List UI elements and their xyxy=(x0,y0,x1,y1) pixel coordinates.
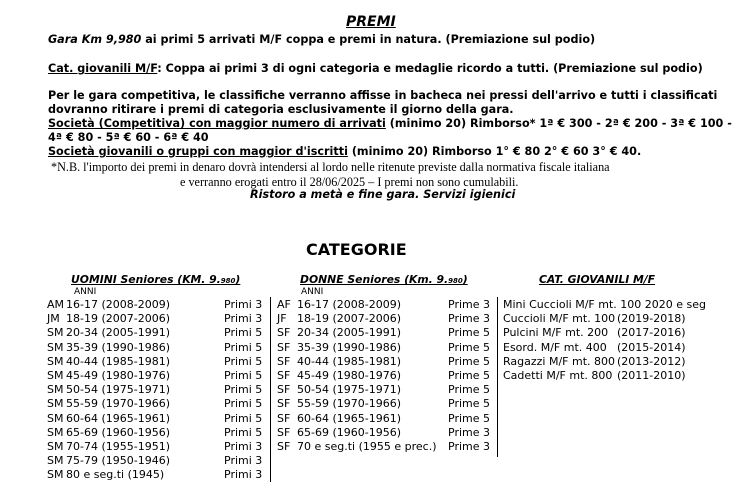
uomini-row xyxy=(47,426,269,440)
uomini-row xyxy=(47,369,269,383)
category-prize: Prime 3 xyxy=(448,312,490,326)
category-years: 70 e seg.ti (1955 e prec.) xyxy=(297,440,437,453)
societa-text-1: (minimo 20) Rimborso* 1ª € 300 - 2ª € 200 - 3ª € 100 - xyxy=(385,117,732,130)
category-code: SM xyxy=(47,411,64,425)
category-code: SM xyxy=(47,454,64,468)
societa-line-2: 4ª € 80 - 5ª € 60 - 6ª € 40 xyxy=(48,131,209,144)
uomini-row xyxy=(47,312,269,326)
donne-row xyxy=(277,326,495,340)
donne-row xyxy=(277,312,495,326)
category-years: (2013-2012) xyxy=(617,354,686,368)
giovanili-premi-line xyxy=(48,62,703,75)
gara-label: Gara Km 9,980 xyxy=(48,33,142,46)
uomini-row xyxy=(47,341,269,355)
uomini-row xyxy=(47,383,269,397)
category-code: SF xyxy=(277,369,291,382)
category-prize: Prime 5 xyxy=(448,369,490,382)
gara-text: ai primi 5 arrivati M/F coppa e premi in natura. (Premiazione sul podio) xyxy=(141,33,596,46)
category-code: AF xyxy=(277,298,291,311)
category-code: AM xyxy=(47,298,65,311)
category-prize: Prime 3 xyxy=(448,298,490,311)
uomini-row xyxy=(47,298,269,312)
category-prize: Primi 5 xyxy=(224,326,263,340)
category-code: SF xyxy=(277,354,291,368)
categorie-title: CATEGORIE xyxy=(306,240,407,259)
category-years: 16-17 (2008-2009) xyxy=(66,298,171,311)
category-prize: Prime 5 xyxy=(448,397,490,411)
donne-row xyxy=(277,369,495,383)
uomini-row xyxy=(47,468,269,482)
uomini-divider xyxy=(270,297,271,482)
category-years: 60-64 (1965-1961) xyxy=(66,411,171,425)
category-code: SM xyxy=(47,397,64,411)
donne-row xyxy=(277,355,495,369)
giovanili-row xyxy=(503,369,728,383)
category-years: 16-17 (2008-2009) xyxy=(297,298,402,311)
category-years: 45-49 (1980-1976) xyxy=(66,369,171,382)
giovani-text: (minimo 20) Rimborso 1° € 80 2° € 60 3° € 40. xyxy=(347,145,642,158)
category-name: Ragazzi M/F mt. 800 xyxy=(503,354,616,368)
category-years: 65-69 (1960-1956) xyxy=(297,425,402,439)
competitive-line-2: dovranno ritirare i premi di categoria esclusivamente il giorno della gara. xyxy=(48,103,514,116)
category-code: SF xyxy=(277,340,291,354)
donne-row xyxy=(277,383,495,397)
donne-row xyxy=(277,298,495,312)
category-code: JF xyxy=(277,312,287,326)
category-years: 40-44 (1985-1981) xyxy=(297,354,402,368)
category-code: SF xyxy=(277,411,291,425)
uomini-row xyxy=(47,440,269,454)
donne-row xyxy=(277,426,495,440)
category-years: 40-44 (1985-1981) xyxy=(66,354,171,368)
category-years: 18-19 (2007-2006) xyxy=(297,312,402,326)
nb-line-2: e verranno erogati entro il 28/06/2025 – I premi non sono cumulabili. xyxy=(180,175,519,189)
category-code: SM xyxy=(47,340,64,354)
giovanili-row xyxy=(503,355,728,369)
category-prize: Primi 5 xyxy=(224,397,263,411)
category-prize: Prime 5 xyxy=(448,411,490,425)
donne-anni-label: ANNI xyxy=(301,287,324,297)
category-years: 18-19 (2007-2006) xyxy=(66,312,171,326)
category-years: (2015-2014) xyxy=(617,340,686,354)
donne-header-end: ) xyxy=(462,273,468,286)
category-prize: Prime 5 xyxy=(448,340,490,354)
category-prize: Primi 3 xyxy=(224,454,263,468)
category-prize: Primi 3 xyxy=(224,440,263,453)
category-years: 75-79 (1950-1946) xyxy=(66,454,171,468)
donne-row xyxy=(277,397,495,411)
giovani-label: Società giovanili o gruppi con maggior d'iscritti xyxy=(48,145,348,158)
uomini-anni-label: ANNI xyxy=(74,287,97,297)
category-code: SM xyxy=(47,354,64,368)
category-name: Esord. M/F mt. 400 xyxy=(503,340,607,354)
category-name: Mini Cuccioli M/F mt. 100 2020 e seg xyxy=(503,298,706,311)
category-prize: Primi 3 xyxy=(224,468,263,482)
giovanili-row xyxy=(503,341,728,355)
category-code: SM xyxy=(47,383,64,397)
premi-title: PREMI xyxy=(346,14,396,30)
category-prize: Primi 3 xyxy=(224,298,263,311)
giovanili-row xyxy=(503,298,728,312)
category-years: 55-59 (1970-1966) xyxy=(66,397,171,411)
category-years: 35-39 (1990-1986) xyxy=(66,340,171,354)
uomini-header-sub: 980 xyxy=(220,277,236,285)
category-years: 70-74 (1955-1951) xyxy=(66,440,171,453)
category-code: SM xyxy=(47,425,64,439)
category-code: SF xyxy=(277,397,291,411)
uomini-header-text: UOMINI Seniores (KM. 9. xyxy=(71,273,221,286)
category-prize: Primi 5 xyxy=(224,383,263,397)
category-prize: Primi 3 xyxy=(224,312,263,326)
nb-line-1: *N.B. l'importo dei premi in denaro dovrà intendersi al lordo nelle ritenute previste dalla normativa fiscale italiana xyxy=(51,160,610,174)
uomini-row xyxy=(47,355,269,369)
category-code: SM xyxy=(47,468,64,482)
ristoro-line: Ristoro a metà e fine gara. Servizi igienici xyxy=(250,188,516,201)
category-prize: Primi 5 xyxy=(224,340,263,354)
category-years: 60-64 (1965-1961) xyxy=(297,411,402,425)
category-name: Pulcini M/F mt. 200 xyxy=(503,326,609,340)
category-years: (2019-2018) xyxy=(617,312,686,326)
category-prize: Prime 3 xyxy=(448,440,490,453)
category-years: 50-54 (1975-1971) xyxy=(297,383,402,397)
category-prize: Primi 5 xyxy=(224,425,263,439)
donne-row xyxy=(277,440,495,454)
category-code: SF xyxy=(277,383,291,397)
societa-label: Società (Competitiva) con maggior numero di arrivati xyxy=(48,117,386,130)
category-code: SF xyxy=(277,425,291,439)
giovanili-premi-text: : Coppa ai primi 3 di ogni categoria e medaglie ricordo a tutti. (Premiazione sul podio) xyxy=(157,62,703,75)
category-code: SM xyxy=(47,326,64,340)
category-years: 80 e seg.ti (1945) xyxy=(66,468,165,482)
category-years: (2011-2010) xyxy=(617,369,686,382)
donne-row xyxy=(277,341,495,355)
donne-header-sub: 980 xyxy=(448,277,463,285)
category-prize: Primi 5 xyxy=(224,411,263,425)
societa-line xyxy=(48,117,732,130)
giovani-line xyxy=(48,145,641,158)
donne-header xyxy=(300,273,468,286)
category-years: 50-54 (1975-1971) xyxy=(66,383,171,397)
category-years: 45-49 (1980-1976) xyxy=(297,369,402,382)
category-years: 35-39 (1990-1986) xyxy=(297,340,402,354)
uomini-row xyxy=(47,397,269,411)
donne-row xyxy=(277,412,495,426)
giovanili-premi-label: Cat. giovanili M/F xyxy=(48,62,158,75)
giovanili-row xyxy=(503,312,728,326)
category-prize: Prime 5 xyxy=(448,326,490,340)
category-name: Cadetti M/F mt. 800 xyxy=(503,369,613,382)
uomini-row xyxy=(47,326,269,340)
category-prize: Primi 5 xyxy=(224,369,263,382)
category-name: Cuccioli M/F mt. 100 xyxy=(503,312,616,326)
competitive-line-1: Per le gara competitiva, le classifiche verranno affisse in bacheca nei pressi dell'arrivo e tutti i classificati xyxy=(48,89,718,102)
category-prize: Prime 5 xyxy=(448,383,490,397)
category-code: JM xyxy=(47,312,60,326)
uomini-header-end: ) xyxy=(235,273,241,286)
uomini-header xyxy=(71,273,240,286)
uomini-row xyxy=(47,412,269,426)
category-code: SF xyxy=(277,440,291,453)
category-code: SF xyxy=(277,326,291,340)
category-years: 20-34 (2005-1991) xyxy=(297,326,402,340)
category-years: 55-59 (1970-1966) xyxy=(297,397,402,411)
giovanili-header: CAT. GIOVANILI M/F xyxy=(539,273,656,286)
category-years: 65-69 (1960-1956) xyxy=(66,425,171,439)
category-code: SM xyxy=(47,440,64,453)
giovanili-row xyxy=(503,326,728,340)
donne-header-text: DONNE Seniores (Km. 9. xyxy=(300,273,449,286)
category-prize: Prime 5 xyxy=(448,354,490,368)
category-code: SM xyxy=(47,369,64,382)
gara-line xyxy=(48,33,595,46)
category-prize: Primi 5 xyxy=(224,354,263,368)
uomini-row xyxy=(47,454,269,468)
donne-divider xyxy=(497,297,498,457)
category-prize: Prime 3 xyxy=(448,425,490,439)
category-years: (2017-2016) xyxy=(617,326,686,340)
category-years: 20-34 (2005-1991) xyxy=(66,326,171,340)
